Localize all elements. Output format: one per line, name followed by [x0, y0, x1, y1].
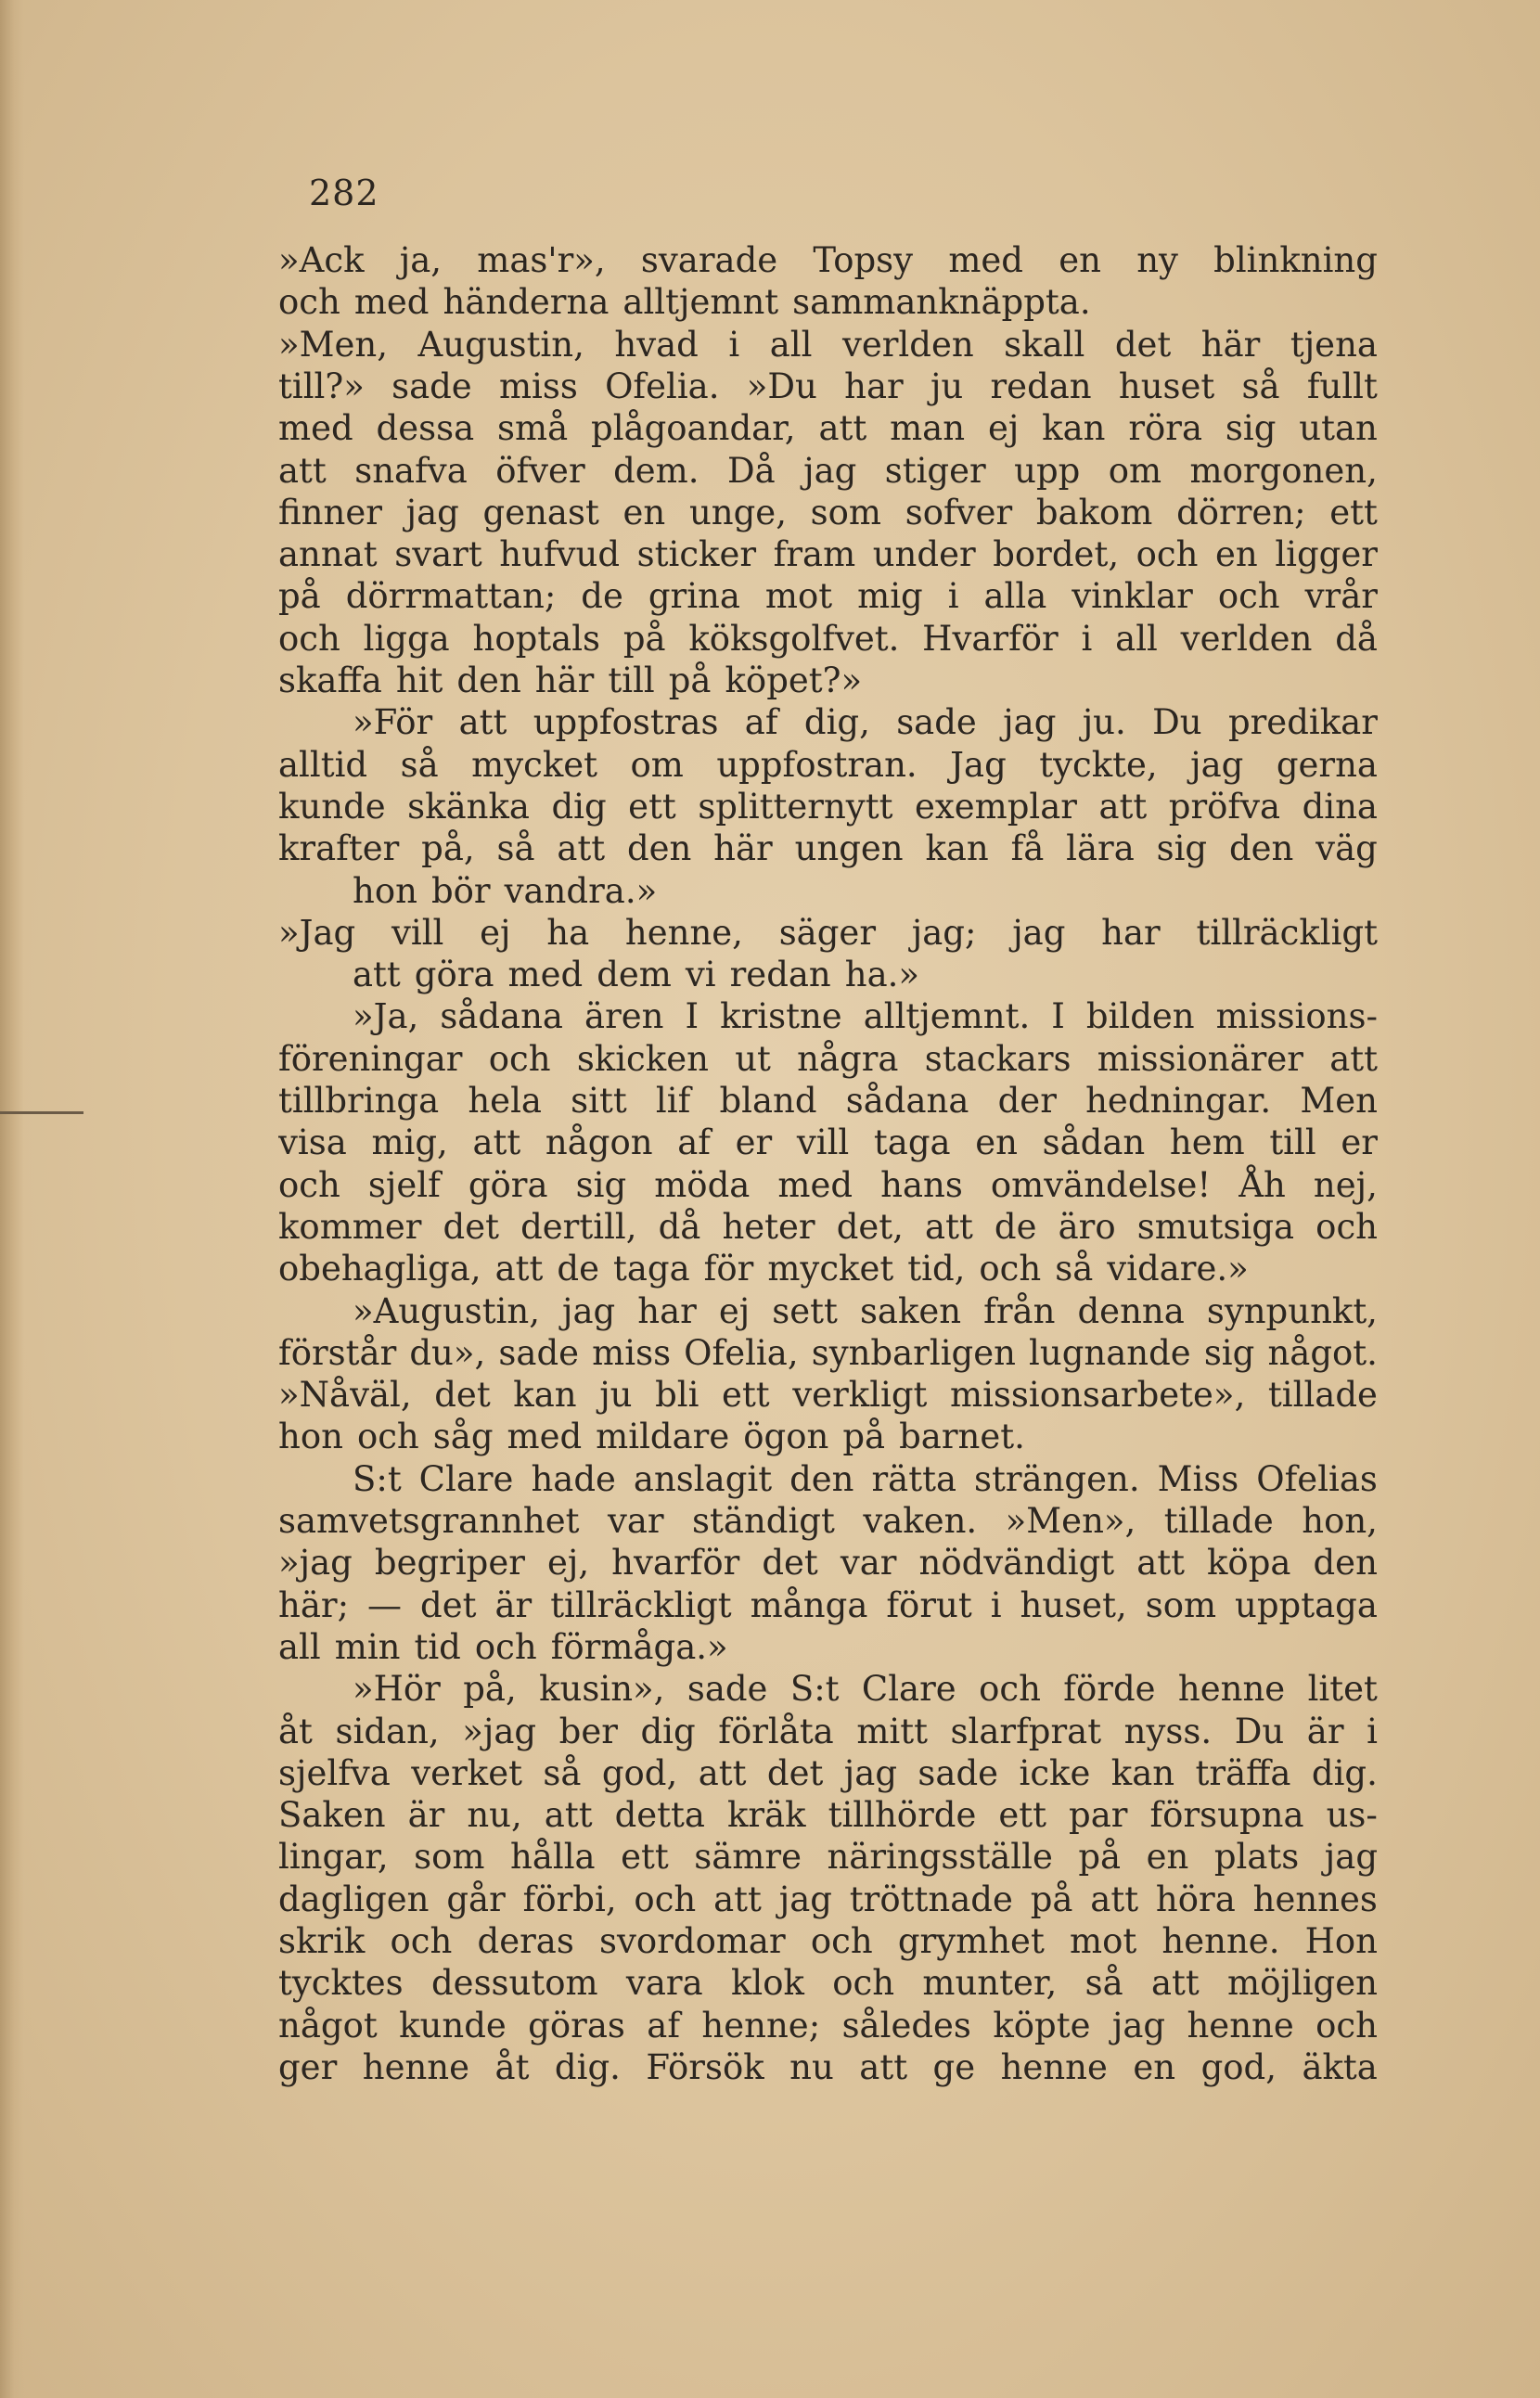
text-line: »jag begriper ej, hvarför det var nödvändigt att köpa den: [278, 1543, 1378, 1584]
text-line: ger henne åt dig. Försök nu att ge henne en god, äkta: [278, 2046, 1378, 2087]
text-line: på dörrmattan; de grina mot mig i alla vinklar och vrår: [278, 576, 1378, 617]
text-line: samvetsgrannhet var ständigt vaken. »Men», tillade hon,: [278, 1501, 1378, 1541]
text-line: »Hör på, kusin», sade S:t Clare och förde henne litet: [353, 1669, 1378, 1710]
text-line: att göra med dem vi redan ha.»: [353, 955, 920, 995]
text-line: »Jag vill ej ha henne, säger jag; jag har tillräckligt: [278, 912, 1378, 953]
text-line: »Ack ja, mas'r», svarade Topsy med en ny blinkning: [278, 240, 1378, 280]
text-line: tillbringa hela sitt lif bland sådana der hedningar. Men: [278, 1081, 1378, 1121]
text-line: förstår du», sade miss Ofelia, synbarligen lugnande sig något.: [278, 1332, 1378, 1373]
text-line: Saken är nu, att detta kräk tillhörde ett par försupna us-: [278, 1795, 1378, 1836]
text-line: annat svart hufvud sticker fram under bordet, och en ligger: [278, 534, 1378, 575]
text-line: hon och såg med mildare ögon på barnet.: [278, 1417, 1025, 1457]
text-line: med dessa små plågoandar, att man ej kan röra sig utan: [278, 408, 1378, 449]
text-line: lingar, som hålla ett sämre näringsställe på en plats jag: [278, 1837, 1378, 1878]
page-spine-shadow: [0, 0, 24, 2398]
text-line: och med händerna alltjemnt sammanknäppta.: [278, 282, 1091, 323]
text-line: och sjelf göra sig möda med hans omvändelse! Åh nej,: [278, 1164, 1378, 1205]
text-line: »Ja, sådana ären I kristne alltjemnt. I bilden missions-: [353, 996, 1378, 1037]
text-line: alltid så mycket om uppfostran. Jag tyckte, jag gerna: [278, 744, 1378, 785]
text-line: kunde skänka dig ett splitternytt exemplar att pröfva dina: [278, 786, 1378, 827]
margin-mark: [0, 1111, 83, 1114]
text-line: tycktes dessutom vara klok och munter, så att möjligen: [278, 1963, 1378, 2004]
text-line: skaffa hit den här till på köpet?»: [278, 660, 863, 700]
text-line: kommer det dertill, då heter det, att de äro smutsiga och: [278, 1206, 1378, 1247]
text-line: »Nåväl, det kan ju bli ett verkligt missionsarbete», tillade: [278, 1375, 1378, 1416]
text-line: krafter på, så att den här ungen kan få lära sig den väg: [278, 828, 1378, 869]
text-line: »För att uppfostras af dig, sade jag ju. Du predikar: [353, 702, 1378, 743]
text-line: obehagliga, att de taga för mycket tid, och så vidare.»: [278, 1249, 1249, 1289]
text-line: visa mig, att någon af er vill taga en sådan hem till er: [278, 1122, 1378, 1163]
text-line: finner jag genast en unge, som sofver bakom dörren; ett: [278, 492, 1378, 532]
text-line: till?» sade miss Ofelia. »Du har ju redan huset så fullt: [278, 365, 1378, 406]
page-number: 282: [309, 173, 379, 213]
text-line: åt sidan, »jag ber dig förlåta mitt slarfprat nyss. Du är i: [278, 1711, 1378, 1751]
text-line: skrik och deras svordomar och grymhet mot henne. Hon: [278, 1921, 1378, 1961]
text-line: att snafva öfver dem. Då jag stiger upp om morgonen,: [278, 450, 1378, 491]
text-line: något kunde göras af henne; således köpte jag henne och: [278, 2005, 1378, 2045]
text-line: hon bör vandra.»: [353, 870, 658, 911]
text-line: S:t Clare hade anslagit den rätta strängen. Miss Ofelias: [353, 1458, 1378, 1499]
body-text: [278, 239, 1378, 2095]
text-line: all min tid och förmåga.»: [278, 1626, 728, 1667]
text-line: »Augustin, jag har ej sett saken från denna synpunkt,: [353, 1290, 1378, 1331]
text-line: och ligga hoptals på köksgolfvet. Hvarför i all verlden då: [278, 618, 1378, 659]
text-line: här; — det är tillräckligt många förut i huset, som upptaga: [278, 1584, 1378, 1625]
text-line: dagligen går förbi, och att jag tröttnade på att höra hennes: [278, 1879, 1378, 1919]
text-line: »Men, Augustin, hvad i all verlden skall det här tjena: [278, 324, 1378, 365]
text-line: föreningar och skicken ut några stackars missionärer att: [278, 1038, 1378, 1079]
text-line: sjelfva verket så god, att det jag sade icke kan träffa dig.: [278, 1752, 1378, 1793]
